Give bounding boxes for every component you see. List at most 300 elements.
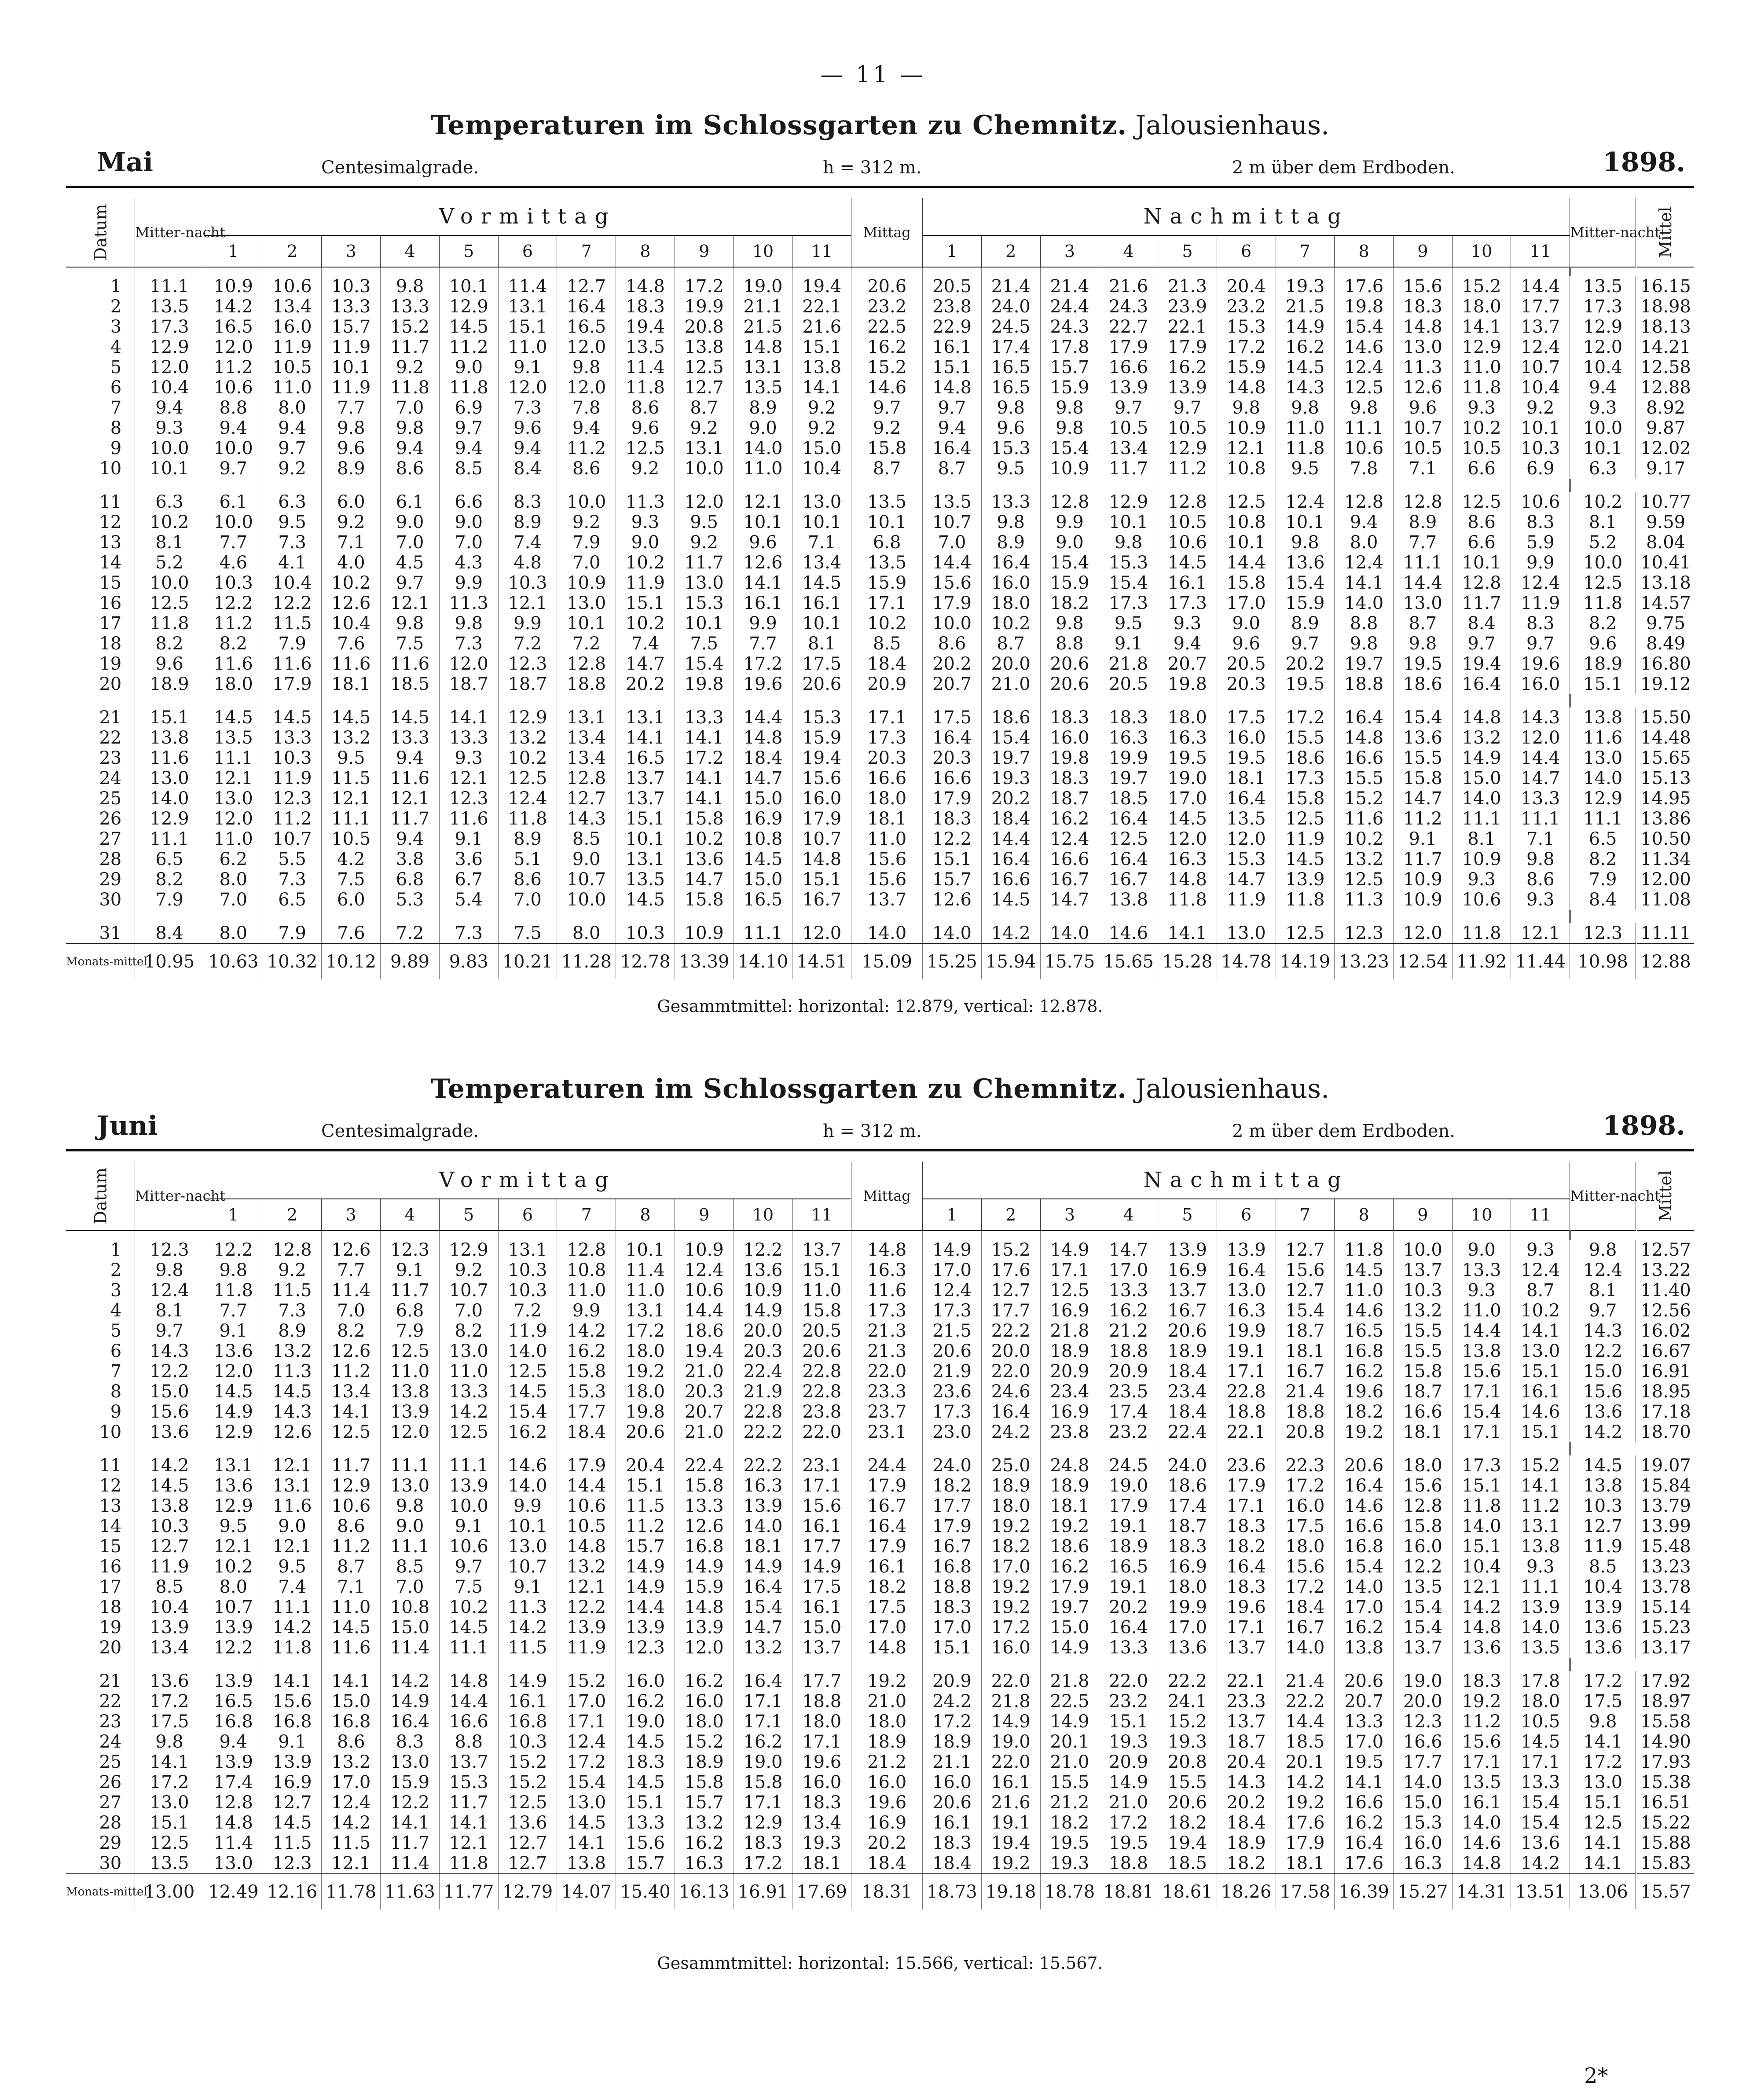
temperature-cell: 9.4 bbox=[381, 829, 440, 849]
monatsmittel-cell: 14.07 bbox=[557, 1874, 616, 1909]
mittel-cell: 18.98 bbox=[1636, 297, 1694, 317]
temperature-cell: 18.3 bbox=[1217, 1577, 1276, 1597]
temperature-cell: 13.6 bbox=[204, 1476, 263, 1496]
temperature-cell: 12.5 bbox=[675, 357, 734, 377]
temperature-cell: 14.6 bbox=[1335, 1301, 1394, 1321]
temperature-cell: 13.2 bbox=[1393, 1301, 1452, 1321]
temperature-cell: 10.6 bbox=[557, 1496, 616, 1516]
temperature-cell: 9.3 bbox=[1158, 613, 1217, 634]
temperature-cell: 7.2 bbox=[557, 634, 616, 654]
temperature-cell: 15.4 bbox=[1276, 573, 1335, 593]
temperature-cell: 12.5 bbox=[1276, 809, 1335, 829]
temperature-cell: 13.8 bbox=[135, 728, 204, 748]
temperature-cell: 13.0 bbox=[204, 788, 263, 809]
temperature-cell: 18.0 bbox=[675, 1712, 734, 1732]
mittel-cell: 18.13 bbox=[1636, 317, 1694, 337]
table-row bbox=[66, 1712, 1694, 1732]
temperature-cell: 9.9 bbox=[439, 573, 498, 593]
temperature-cell: 19.3 bbox=[1099, 1732, 1158, 1752]
temperature-cell: 18.3 bbox=[734, 1833, 792, 1853]
temperature-cell: 13.6 bbox=[1570, 1402, 1637, 1422]
temperature-cell: 13.4 bbox=[792, 553, 851, 573]
temperature-cell: 8.0 bbox=[204, 1577, 263, 1597]
temperature-cell: 14.8 bbox=[675, 1597, 734, 1617]
temperature-cell: 9.1 bbox=[263, 1732, 322, 1752]
temperature-cell: 10.1 bbox=[734, 512, 792, 532]
temperature-cell: 18.1 bbox=[1040, 1496, 1099, 1516]
temperature-cell: 6.6 bbox=[1452, 458, 1511, 479]
temperature-cell: 9.6 bbox=[616, 418, 675, 438]
day-cell: 28 bbox=[99, 1813, 122, 1833]
temperature-cell: 13.6 bbox=[498, 1813, 557, 1833]
temperature-cell: 15.8 bbox=[792, 1301, 851, 1321]
temperature-cell: 15.4 bbox=[1393, 1617, 1452, 1638]
temperature-cell: 14.9 bbox=[1040, 1240, 1099, 1260]
temperature-cell: 14.1 bbox=[439, 1813, 498, 1833]
day-cell: 8 bbox=[110, 418, 122, 438]
temperature-cell: 11.2 bbox=[557, 438, 616, 458]
temperature-cell: 12.2 bbox=[734, 1240, 792, 1260]
temperature-cell: 9.0 bbox=[616, 532, 675, 553]
temperature-cell: 17.9 bbox=[851, 1476, 923, 1496]
temperature-cell: 10.3 bbox=[498, 1260, 557, 1280]
monatsmittel-cell: 11.44 bbox=[1511, 944, 1570, 979]
temperature-cell: 14.1 bbox=[439, 707, 498, 728]
temperature-cell: 7.3 bbox=[263, 869, 322, 890]
units-label: Centesimalgrade. bbox=[321, 158, 479, 178]
temperature-cell: 16.2 bbox=[1335, 1617, 1394, 1638]
temperature-cell: 6.7 bbox=[439, 869, 498, 890]
temperature-cell: 12.9 bbox=[439, 297, 498, 317]
temperature-cell: 18.6 bbox=[1040, 1536, 1099, 1557]
temperature-cell: 20.2 bbox=[1099, 1597, 1158, 1617]
temperature-cell: 19.1 bbox=[1217, 1341, 1276, 1361]
temperature-cell: 14.0 bbox=[1335, 593, 1394, 613]
table-row bbox=[66, 1638, 1694, 1658]
temperature-cell: 9.6 bbox=[1393, 398, 1452, 418]
temperature-cell: 18.2 bbox=[1217, 1853, 1276, 1874]
temperature-cell: 10.7 bbox=[263, 829, 322, 849]
temperature-cell: 10.0 bbox=[1570, 553, 1637, 573]
temperature-cell: 12.3 bbox=[263, 1853, 322, 1874]
temperature-cell: 14.7 bbox=[1393, 788, 1452, 809]
temperature-cell: 16.4 bbox=[851, 1516, 923, 1536]
monatsmittel-cell: 9.83 bbox=[439, 944, 498, 979]
temperature-cell: 13.3 bbox=[381, 297, 440, 317]
temperature-cell: 12.9 bbox=[734, 1813, 792, 1833]
temperature-cell: 17.3 bbox=[923, 1301, 982, 1321]
temperature-cell: 6.8 bbox=[381, 869, 440, 890]
temperature-cell: 20.9 bbox=[1099, 1361, 1158, 1382]
temperature-cell: 12.3 bbox=[616, 1638, 675, 1658]
temperature-cell: 14.9 bbox=[616, 1557, 675, 1577]
temperature-cell: 19.4 bbox=[792, 276, 851, 297]
temperature-cell: 15.1 bbox=[1452, 1476, 1511, 1496]
temperature-cell: 18.9 bbox=[135, 674, 204, 694]
temperature-cell: 22.0 bbox=[981, 1671, 1040, 1691]
temperature-cell: 8.6 bbox=[381, 458, 440, 479]
temperature-cell: 14.1 bbox=[1570, 1853, 1637, 1874]
temperature-cell: 14.9 bbox=[204, 1402, 263, 1422]
temperature-cell: 13.3 bbox=[675, 707, 734, 728]
temperature-cell: 15.4 bbox=[1040, 553, 1099, 573]
temperature-cell: 24.8 bbox=[1040, 1455, 1099, 1476]
temperature-cell: 8.5 bbox=[1570, 1557, 1637, 1577]
temperature-cell: 19.2 bbox=[981, 1577, 1040, 1597]
table-row bbox=[66, 1260, 1694, 1280]
temperature-cell: 13.1 bbox=[204, 1455, 263, 1476]
temperature-cell: 13.1 bbox=[498, 297, 557, 317]
temperature-cell: 22.2 bbox=[734, 1422, 792, 1442]
table-row bbox=[66, 1671, 1694, 1691]
hour-header: 4 bbox=[381, 235, 440, 267]
mittel-cell: 13.17 bbox=[1636, 1638, 1694, 1658]
temperature-cell: 14.1 bbox=[616, 728, 675, 748]
temperature-cell: 15.6 bbox=[1393, 276, 1452, 297]
table-row bbox=[66, 1476, 1694, 1496]
temperature-cell: 13.9 bbox=[1158, 377, 1217, 398]
temperature-cell: 15.5 bbox=[1393, 748, 1452, 768]
temperature-cell: 8.7 bbox=[1393, 613, 1452, 634]
day-cell: 18 bbox=[99, 1597, 122, 1617]
temperature-cell: 9.8 bbox=[1276, 398, 1335, 418]
temperature-cell: 16.4 bbox=[1335, 1833, 1394, 1853]
temperature-cell: 15.2 bbox=[851, 357, 923, 377]
temperature-cell: 12.5 bbox=[1217, 492, 1276, 512]
temperature-cell: 18.5 bbox=[381, 674, 440, 694]
temperature-cell: 18.0 bbox=[1276, 1536, 1335, 1557]
temperature-cell: 15.3 bbox=[1099, 553, 1158, 573]
temperature-cell: 8.9 bbox=[734, 398, 792, 418]
temperature-cell: 9.8 bbox=[1335, 634, 1394, 654]
temperature-cell: 19.1 bbox=[981, 1813, 1040, 1833]
temperature-cell: 24.4 bbox=[1040, 297, 1099, 317]
temperature-cell: 19.9 bbox=[1217, 1321, 1276, 1341]
temperature-cell: 14.8 bbox=[923, 377, 982, 398]
temperature-cell: 9.0 bbox=[263, 1516, 322, 1536]
day-cell: 25 bbox=[99, 1752, 122, 1772]
temperature-cell: 9.6 bbox=[322, 438, 381, 458]
temperature-cell: 14.4 bbox=[923, 553, 982, 573]
temperature-cell: 24.0 bbox=[923, 1455, 982, 1476]
temperature-cell: 10.3 bbox=[204, 573, 263, 593]
temperature-cell: 13.4 bbox=[135, 1638, 204, 1658]
temperature-cell: 18.0 bbox=[981, 1496, 1040, 1516]
temperature-cell: 14.5 bbox=[981, 890, 1040, 910]
temperature-cell: 10.5 bbox=[1393, 438, 1452, 458]
temperature-cell: 14.9 bbox=[498, 1671, 557, 1691]
temperature-cell: 9.8 bbox=[204, 1260, 263, 1280]
temperature-cell: 13.6 bbox=[135, 1422, 204, 1442]
temperature-cell: 8.1 bbox=[135, 532, 204, 553]
temperature-cell: 16.6 bbox=[981, 869, 1040, 890]
table-row bbox=[66, 276, 1694, 297]
temperature-cell: 18.1 bbox=[322, 674, 381, 694]
temperature-cell: 16.5 bbox=[981, 377, 1040, 398]
temperature-cell: 13.5 bbox=[851, 492, 923, 512]
temperature-cell: 12.5 bbox=[135, 1833, 204, 1853]
mittel-cell: 10.41 bbox=[1636, 553, 1694, 573]
temperature-cell: 12.1 bbox=[1452, 1577, 1511, 1597]
temperature-cell: 13.1 bbox=[675, 438, 734, 458]
temperature-cell: 10.4 bbox=[1452, 1557, 1511, 1577]
temperature-cell: 15.6 bbox=[1276, 1260, 1335, 1280]
temperature-cell: 11.5 bbox=[322, 1833, 381, 1853]
temperature-cell: 12.3 bbox=[263, 788, 322, 809]
temperature-cell: 14.1 bbox=[1511, 1321, 1570, 1341]
day-cell: 9 bbox=[110, 438, 122, 458]
temperature-cell: 11.5 bbox=[616, 1496, 675, 1516]
temperature-cell: 15.1 bbox=[1452, 1536, 1511, 1557]
temperature-cell: 15.8 bbox=[1393, 1516, 1452, 1536]
temperature-cell: 10.5 bbox=[557, 1516, 616, 1536]
temperature-cell: 8.9 bbox=[498, 829, 557, 849]
table-row bbox=[66, 654, 1694, 674]
temperature-cell: 18.8 bbox=[1335, 674, 1394, 694]
temperature-cell: 7.5 bbox=[675, 634, 734, 654]
temperature-cell: 14.1 bbox=[1335, 1772, 1394, 1792]
temperature-cell: 17.1 bbox=[734, 1712, 792, 1732]
temperature-cell: 8.5 bbox=[557, 829, 616, 849]
temperature-cell: 12.5 bbox=[498, 768, 557, 788]
temperature-cell: 15.0 bbox=[1393, 1792, 1452, 1813]
temperature-cell: 9.6 bbox=[981, 418, 1040, 438]
temperature-cell: 9.2 bbox=[792, 418, 851, 438]
temperature-cell: 10.3 bbox=[498, 573, 557, 593]
temperature-cell: 15.2 bbox=[1158, 1712, 1217, 1732]
temperature-cell: 15.3 bbox=[557, 1382, 616, 1402]
temperature-cell: 17.1 bbox=[1040, 1260, 1099, 1280]
temperature-cell: 13.6 bbox=[135, 1671, 204, 1691]
temperature-cell: 20.1 bbox=[1276, 1752, 1335, 1772]
temperature-cell: 20.6 bbox=[792, 1341, 851, 1361]
temperature-cell: 18.0 bbox=[204, 674, 263, 694]
temperature-cell: 15.1 bbox=[616, 809, 675, 829]
temperature-cell: 9.0 bbox=[1040, 532, 1099, 553]
temperature-cell: 17.0 bbox=[1335, 1732, 1394, 1752]
temperature-cell: 9.9 bbox=[557, 1301, 616, 1321]
temperature-cell: 14.1 bbox=[1511, 1476, 1570, 1496]
temperature-cell: 18.0 bbox=[1452, 297, 1511, 317]
temperature-cell: 16.1 bbox=[1158, 573, 1217, 593]
temperature-cell: 12.3 bbox=[498, 654, 557, 674]
temperature-cell: 14.6 bbox=[1335, 1496, 1394, 1516]
temperature-cell: 7.8 bbox=[557, 398, 616, 418]
temperature-cell: 17.9 bbox=[1158, 337, 1217, 357]
temperature-cell: 9.6 bbox=[1570, 634, 1637, 654]
temperature-cell: 20.5 bbox=[792, 1321, 851, 1341]
temperature-cell: 11.5 bbox=[263, 1833, 322, 1853]
temperature-cell: 15.4 bbox=[981, 728, 1040, 748]
temperature-cell: 12.0 bbox=[381, 1422, 440, 1442]
temperature-cell: 14.5 bbox=[616, 1732, 675, 1752]
hour-header: 6 bbox=[1217, 235, 1276, 267]
temperature-cell: 10.4 bbox=[322, 613, 381, 634]
temperature-cell: 18.9 bbox=[1040, 1341, 1099, 1361]
temperature-cell: 16.4 bbox=[557, 297, 616, 317]
temperature-cell: 12.1 bbox=[381, 788, 440, 809]
temperature-cell: 11.6 bbox=[263, 1496, 322, 1516]
temperature-cell: 16.4 bbox=[1099, 849, 1158, 869]
monatsmittel-cell: 13.39 bbox=[675, 944, 734, 979]
temperature-cell: 16.3 bbox=[1158, 849, 1217, 869]
temperature-cell: 9.7 bbox=[1276, 634, 1335, 654]
temperature-cell: 20.7 bbox=[923, 674, 982, 694]
hour-header: 11 bbox=[1511, 1199, 1570, 1231]
temperature-cell: 20.9 bbox=[1099, 1752, 1158, 1772]
temperature-cell: 16.3 bbox=[851, 1260, 923, 1280]
temperature-cell: 20.6 bbox=[616, 1422, 675, 1442]
temperature-cell: 22.4 bbox=[734, 1361, 792, 1382]
temperature-cell: 12.7 bbox=[557, 276, 616, 297]
temperature-cell: 10.0 bbox=[204, 512, 263, 532]
temperature-cell: 16.0 bbox=[1276, 1496, 1335, 1516]
temperature-cell: 15.2 bbox=[498, 1772, 557, 1792]
temperature-cell: 14.3 bbox=[1570, 1321, 1637, 1341]
temperature-cell: 15.1 bbox=[923, 849, 982, 869]
temperature-cell: 12.5 bbox=[439, 1422, 498, 1442]
mittel-cell: 14.21 bbox=[1636, 337, 1694, 357]
mittel-cell: 12.02 bbox=[1636, 438, 1694, 458]
temperature-cell: 17.0 bbox=[322, 1772, 381, 1792]
temperature-cell: 13.9 bbox=[1276, 869, 1335, 890]
temperature-cell: 18.4 bbox=[557, 1422, 616, 1442]
temperature-cell: 18.4 bbox=[851, 1853, 923, 1874]
day-cell: 5 bbox=[110, 357, 122, 377]
temperature-cell: 12.0 bbox=[204, 337, 263, 357]
temperature-cell: 11.0 bbox=[557, 1280, 616, 1301]
temperature-cell: 20.6 bbox=[923, 1341, 982, 1361]
temperature-cell: 13.5 bbox=[135, 297, 204, 317]
temperature-cell: 11.1 bbox=[381, 1455, 440, 1476]
temperature-cell: 11.0 bbox=[616, 1280, 675, 1301]
temperature-cell: 17.4 bbox=[1099, 1402, 1158, 1422]
temperature-cell: 18.2 bbox=[1158, 1813, 1217, 1833]
temperature-cell: 20.2 bbox=[1276, 654, 1335, 674]
temperature-cell: 7.6 bbox=[322, 634, 381, 654]
temperature-cell: 11.1 bbox=[1393, 553, 1452, 573]
temperature-cell: 15.1 bbox=[792, 869, 851, 890]
year-label: 1898. bbox=[1603, 1110, 1685, 1141]
temperature-cell: 16.4 bbox=[1099, 809, 1158, 829]
datum-header bbox=[66, 1162, 135, 1231]
gesamtmittel-note: Gesammtmittel: horizontal: 15.566, vertical: 15.567. bbox=[657, 1953, 1103, 1973]
temperature-cell: 14.5 bbox=[792, 573, 851, 593]
temperature-cell: 14.0 bbox=[1511, 1617, 1570, 1638]
temperature-cell: 19.0 bbox=[981, 1732, 1040, 1752]
temperature-cell: 16.6 bbox=[1393, 1402, 1452, 1422]
datum-header bbox=[66, 198, 135, 267]
table-row bbox=[66, 593, 1694, 613]
temperature-cell: 17.1 bbox=[1217, 1496, 1276, 1516]
temperature-cell: 8.9 bbox=[263, 1321, 322, 1341]
table-row bbox=[66, 1772, 1694, 1792]
temperature-cell: 9.3 bbox=[1511, 1240, 1570, 1260]
temperature-cell: 24.6 bbox=[981, 1382, 1040, 1402]
hour-header: 5 bbox=[439, 1199, 498, 1231]
temperature-cell: 12.0 bbox=[675, 492, 734, 512]
temperature-cell: 15.2 bbox=[1335, 788, 1394, 809]
hour-header: 6 bbox=[498, 1199, 557, 1231]
temperature-cell: 18.6 bbox=[1276, 748, 1335, 768]
temperature-cell: 18.9 bbox=[1099, 1536, 1158, 1557]
temperature-cell: 14.6 bbox=[1099, 923, 1158, 944]
temperature-cell: 8.8 bbox=[1335, 613, 1394, 634]
temperature-cell: 14.0 bbox=[1452, 1813, 1511, 1833]
temperature-cell: 15.5 bbox=[1276, 728, 1335, 748]
temperature-cell: 16.1 bbox=[923, 1813, 982, 1833]
day-cell: 29 bbox=[99, 1833, 122, 1853]
temperature-cell: 14.1 bbox=[557, 1833, 616, 1853]
monatsmittel-cell: 11.28 bbox=[557, 944, 616, 979]
temperature-cell: 6.3 bbox=[1570, 458, 1637, 479]
temperature-cell: 12.0 bbox=[1217, 829, 1276, 849]
temperature-cell: 11.3 bbox=[1335, 890, 1394, 910]
temperature-cell: 3.6 bbox=[439, 849, 498, 869]
temperature-cell: 17.3 bbox=[851, 1301, 923, 1321]
temperature-cell: 7.5 bbox=[498, 923, 557, 944]
temperature-cell: 9.2 bbox=[381, 357, 440, 377]
temperature-cell: 19.7 bbox=[1040, 1597, 1099, 1617]
mittel-cell: 9.17 bbox=[1636, 458, 1694, 479]
mittel-cell: 15.38 bbox=[1636, 1772, 1694, 1792]
temperature-cell: 14.5 bbox=[1335, 1260, 1394, 1280]
table-row bbox=[66, 613, 1694, 634]
temperature-cell: 19.6 bbox=[851, 1792, 923, 1813]
temperature-cell: 12.4 bbox=[1511, 1260, 1570, 1280]
monatsmittel-label: Monats-mittel bbox=[66, 944, 135, 979]
temperature-cell: 18.9 bbox=[1570, 654, 1637, 674]
temperature-cell: 13.5 bbox=[851, 553, 923, 573]
temperature-cell: 20.8 bbox=[1276, 1422, 1335, 1442]
temperature-cell: 13.4 bbox=[557, 748, 616, 768]
temperature-cell: 22.7 bbox=[1099, 317, 1158, 337]
temperature-cell: 11.2 bbox=[1158, 458, 1217, 479]
temperature-cell: 23.2 bbox=[1099, 1691, 1158, 1712]
temperature-cell: 12.9 bbox=[322, 1476, 381, 1496]
temperature-cell: 16.0 bbox=[1511, 674, 1570, 694]
temperature-cell: 13.9 bbox=[675, 1617, 734, 1638]
temperature-cell: 9.9 bbox=[498, 1496, 557, 1516]
temperature-cell: 14.0 bbox=[1335, 1577, 1394, 1597]
temperature-cell: 13.9 bbox=[1217, 1240, 1276, 1260]
temperature-cell: 16.4 bbox=[1452, 674, 1511, 694]
temperature-cell: 18.0 bbox=[1158, 707, 1217, 728]
temperature-cell: 14.4 bbox=[734, 707, 792, 728]
temperature-cell: 17.7 bbox=[792, 1671, 851, 1691]
temperature-cell: 21.3 bbox=[851, 1341, 923, 1361]
temperature-cell: 14.6 bbox=[1452, 1833, 1511, 1853]
temperature-cell: 11.1 bbox=[135, 829, 204, 849]
temperature-cell: 9.9 bbox=[498, 613, 557, 634]
temperature-cell: 12.9 bbox=[135, 337, 204, 357]
temperature-cell: 11.1 bbox=[204, 748, 263, 768]
temperature-cell: 13.3 bbox=[322, 297, 381, 317]
temperature-cell: 19.4 bbox=[792, 748, 851, 768]
hour-header: 2 bbox=[981, 1199, 1040, 1231]
temperature-cell: 20.1 bbox=[1040, 1732, 1099, 1752]
temperature-cell: 14.5 bbox=[322, 1617, 381, 1638]
hour-header: 9 bbox=[675, 1199, 734, 1231]
mittel-cell: 18.97 bbox=[1636, 1691, 1694, 1712]
temperature-cell: 18.2 bbox=[1335, 1402, 1394, 1422]
monatsmittel-cell: 18.61 bbox=[1158, 1874, 1217, 1909]
temperature-cell: 14.1 bbox=[1570, 1732, 1637, 1752]
monatsmittel-cell: 16.39 bbox=[1335, 1874, 1394, 1909]
temperature-cell: 18.8 bbox=[1217, 1402, 1276, 1422]
temperature-cell: 19.3 bbox=[1040, 1853, 1099, 1874]
day-cell: 29 bbox=[99, 869, 122, 890]
